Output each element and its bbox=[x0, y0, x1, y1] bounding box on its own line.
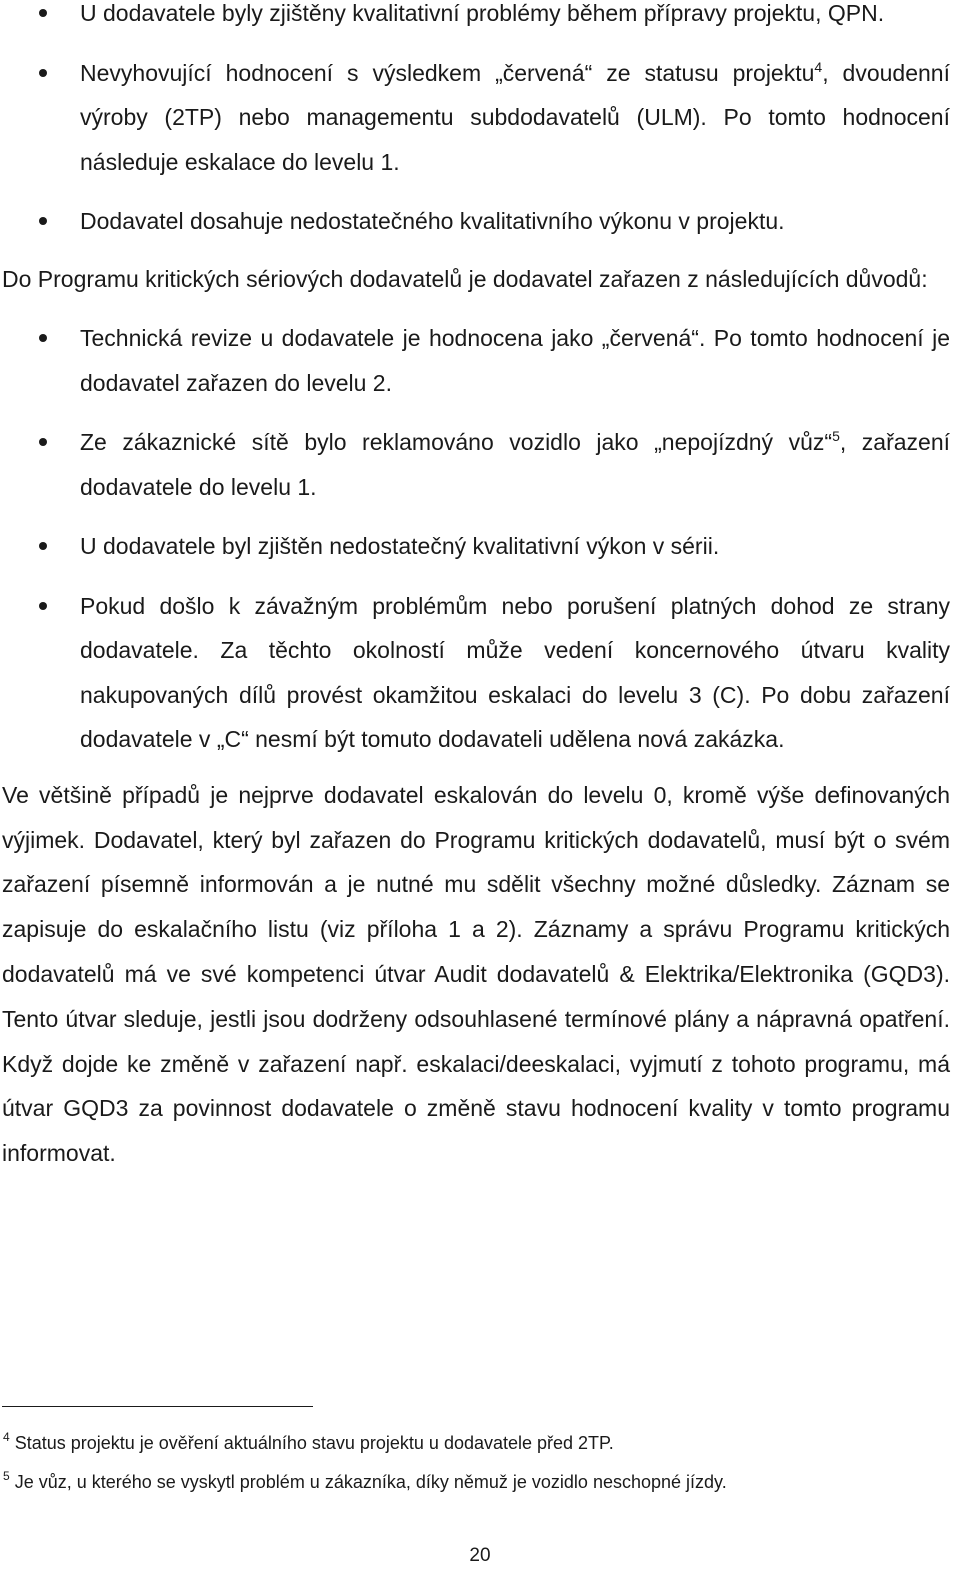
footnote-text: Je vůz, u kterého se vyskytl problém u zákazníka, díky němuž je vozidlo neschopné jízdy. bbox=[9, 1472, 727, 1492]
footnote-ref: 5 bbox=[832, 428, 840, 445]
bullet-icon bbox=[39, 542, 47, 550]
footnote-5 bbox=[3, 1471, 727, 1493]
bullet-icon bbox=[39, 69, 47, 77]
bullet-list-top bbox=[0, 0, 960, 244]
main-paragraph: Ve většině případů je nejprve dodavatel eskalován do levelu 0, kromě výše definovaných výjimek. Dodavatel, který byl zařazen do Programu kritických dodavatelů, musí být o svém zařazení písemně informován a je nutné mu sdělit všechny možné důsledky. Záznam se zapisuje do eskalačního listu (viz příloha 1 a 2). Záznamy a správu Programu kritických dodavatelů má ve své kompetenci útvar Audit dodavatelů & Elektrika/Elektronika (GQD3). Tento útvar sleduje, jestli jsou dodrženy odsouhlasené termínové plány a nápravná opatření. Když dojde ke změně v zařazení např. eskalaci/deeskalaci, vyjmutí z tohoto programu, má útvar GQD3 za povinnost dodavatele o změně stavu hodnocení kvality v tomto programu informovat. bbox=[2, 781, 950, 1167]
list-item bbox=[0, 51, 960, 185]
intro-paragraph: Do Programu kritických sériových dodavatelů je dodavatel zařazen z následujících důvodů: bbox=[2, 265, 928, 292]
list-item bbox=[0, 524, 960, 569]
footnote-ref: 4 bbox=[814, 58, 823, 75]
list-item bbox=[0, 199, 960, 244]
list-item-text: Pokud došlo k závažným problémům nebo porušení platných dohod ze strany dodavatele. Za těchto okolností může vedení koncernového útvaru kvality nakupovaných dílů provést okamžitou eskalaci do levelu 3 (C). Po dobu zařazení dodavatele v „C“ nesmí být tomuto dodavateli udělena nová zakázka. bbox=[80, 592, 950, 753]
list-item-text: Dodavatel dosahuje nedostatečného kvalitativního výkonu v projektu. bbox=[80, 208, 785, 234]
footnote-number: 4 bbox=[3, 1430, 10, 1444]
list-item-text: U dodavatele byly zjištěny kvalitativní problémy během přípravy projektu, QPN. bbox=[80, 0, 885, 26]
list-item bbox=[0, 316, 960, 405]
footnote-text: Status projektu je ověření aktuálního stavu projektu u dodavatele před 2TP. bbox=[9, 1433, 614, 1453]
bullet-icon bbox=[39, 334, 47, 342]
footnote-separator bbox=[2, 1406, 313, 1407]
list-item-text: Technická revize u dodavatele je hodnocena jako „červená“. Po tomto hodnocení je dodavatel zařazen do levelu 2. bbox=[80, 325, 950, 396]
list-item-text: Ze zákaznické sítě bylo reklamováno vozidlo jako „nepojízdný vůz“ bbox=[80, 429, 833, 456]
list-item-text: U dodavatele byl zjištěn nedostatečný kvalitativní výkon v sérii. bbox=[80, 533, 720, 560]
bullet-icon bbox=[39, 438, 47, 446]
list-item-text-cont: , zařazení dodavatele do levelu 1. bbox=[80, 429, 951, 500]
footnote-4 bbox=[3, 1432, 614, 1454]
footnote-number: 5 bbox=[3, 1469, 10, 1483]
list-item bbox=[0, 0, 960, 36]
list-item-text: Nevyhovující hodnocení s výsledkem „červená“ ze statusu projektu bbox=[80, 59, 815, 86]
bullet-icon bbox=[39, 602, 47, 610]
list-item-text-cont: , dvoudenní výroby (2TP) nebo managementu subdodavatelů (ULM). Po tomto hodnocení následuje eskalace do levelu 1. bbox=[80, 59, 950, 175]
bullet-icon bbox=[39, 9, 47, 17]
bullet-icon bbox=[39, 217, 47, 225]
list-item bbox=[0, 420, 960, 509]
list-item bbox=[0, 584, 960, 762]
bullet-list-reasons bbox=[0, 316, 960, 762]
page-number: 20 bbox=[469, 1545, 491, 1566]
